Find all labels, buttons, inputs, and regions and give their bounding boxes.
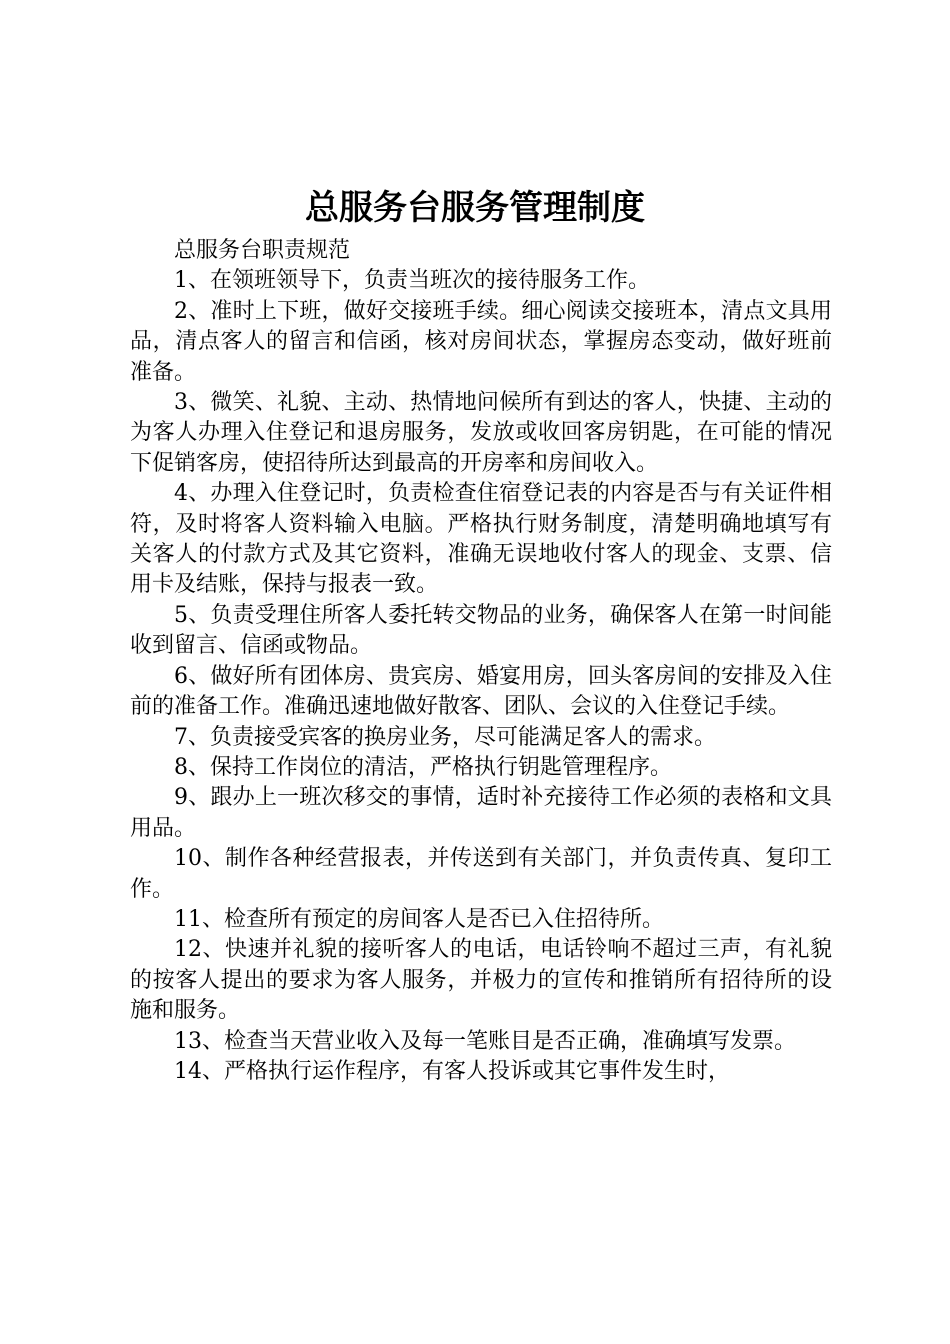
duty-item-6: 6、做好所有团体房、贵宾房、婚宴用房，回头客房间的安排及入住前的准备工作。准确迅速地做好散客、团队、会议的入住登记手续。	[130, 663, 832, 720]
duty-item-14: 14、严格执行运作程序，有客人投诉或其它事件发生时，	[174, 1058, 730, 1084]
section-heading: 总服务台职责规范	[174, 238, 351, 263]
duty-item-2: 2、准时上下班，做好交接班手续。细心阅读交接班本，清点文具用品，清点客人的留言和信函，核对房间状态，掌握房态变动，做好班前准备。	[130, 298, 832, 385]
document-body	[130, 236, 832, 1087]
duty-item-3: 3、微笑、礼貌、主动、热情地问候所有到达的客人，快捷、主动的为客人办理入住登记和退房服务，发放或收回客房钥匙，在可能的情况下促销客房，使招待所达到最高的开房率和房间收入。	[130, 390, 832, 476]
duty-item-5: 5、负责受理住所客人委托转交物品的业务，确保客人在第一时间能收到留言、信函或物品。	[130, 602, 832, 659]
duty-item-12: 12、快速并礼貌的接听客人的电话，电话铃响不超过三声，有礼貌的按客人提出的要求为客人服务，并极力的宣传和推销所有招待所的设施和服务。	[130, 937, 832, 1024]
duty-item-1: 1、在领班领导下，负责当班次的接待服务工作。	[174, 268, 650, 294]
duty-item-13: 13、检查当天营业收入及每一笔账目是否正确，准确填写发票。	[174, 1028, 796, 1054]
duty-item-9: 9、跟办上一班次移交的事情，适时补充接待工作必须的表格和文具用品。	[130, 785, 832, 841]
document-title: 总服务台服务管理制度	[305, 188, 645, 228]
duty-item-4: 4、办理入住登记时，负责检查住宿登记表的内容是否与有关证件相符，及时将客人资料输入电脑。严格执行财务制度，清楚明确地填写有关客人的付款方式及其它资料，准确无误地收付客人的现金、支票、信用卡及结账，保持与报表一致。	[130, 481, 832, 598]
duty-item-10: 10、制作各种经营报表，并传送到有关部门，并负责传真、复印工作。	[130, 846, 832, 902]
duty-item-7: 7、负责接受宾客的换房业务，尽可能满足客人的需求。	[174, 724, 716, 750]
duty-item-11: 11、检查所有预定的房间客人是否已入住招待所。	[174, 906, 664, 932]
duty-item-8: 8、保持工作岗位的清洁，严格执行钥匙管理程序。	[174, 754, 672, 780]
